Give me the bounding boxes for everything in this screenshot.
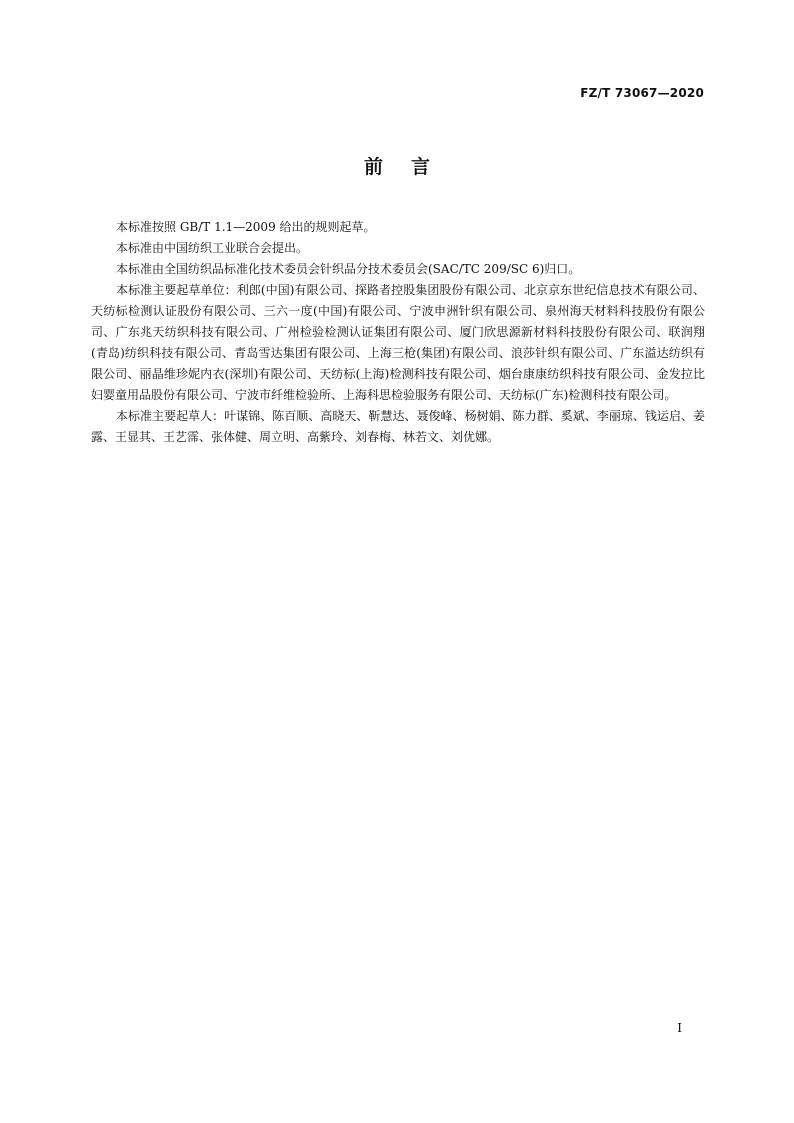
paragraph-administration: 本标准由全国纺织品标准化技术委员会针织品分技术委员会(SAC/TC 209/SC 6)归口。 (116, 262, 581, 276)
paragraph-drafting-rules: 本标准按照 GB/T 1.1—2009 给出的规则起草。 (116, 220, 376, 234)
page-title: 前言 (363, 156, 458, 178)
paragraph-proposer: 本标准由中国纺织工业联合会提出。 (116, 241, 309, 255)
page-number: I (677, 1021, 682, 1035)
standard-code: FZ/T 73067—2020 (580, 86, 704, 100)
paragraph-drafting-organizations: 本标准主要起草单位：利郎(中国)有限公司、探路者控股集团股份有限公司、北京京东世纪信息技术有限公司、天纺标检测认证股份有限公司、三六一度(中国)有限公司、宁波申洲针织有限公司、泉州海天材料科技股份有限公司、广东兆天纺织科技有限公司、广州检验检测认证集团有限公司、厦门欣思源新材料科技股份有限公司、联润翔(青岛)纺织科技有限公司、青岛雪达集团有限公司、上海三枪(集团)有限公司、浪莎针织有限公司、广东溢达纺织有限公司、丽晶维珍妮内衣(深圳)有限公司、天纺标(上海)检测科技有限公司、烟台康康纺织科技有限公司、金发拉比妇婴童用品股份有限公司、宁波市纤维检验所、上海科思检验服务有限公司、天纺标(广东)检测科技有限公司。 (91, 283, 705, 402)
paragraph-drafters: 本标准主要起草人：叶谋锦、陈百顺、高晓天、靳慧达、聂俊峰、杨树娟、陈力群、奚斌、李丽琼、钱运启、姜露、王显其、王艺霈、张体健、周立明、高紫玲、刘春梅、林若文、刘优娜。 (91, 409, 705, 444)
document-body (91, 217, 705, 448)
